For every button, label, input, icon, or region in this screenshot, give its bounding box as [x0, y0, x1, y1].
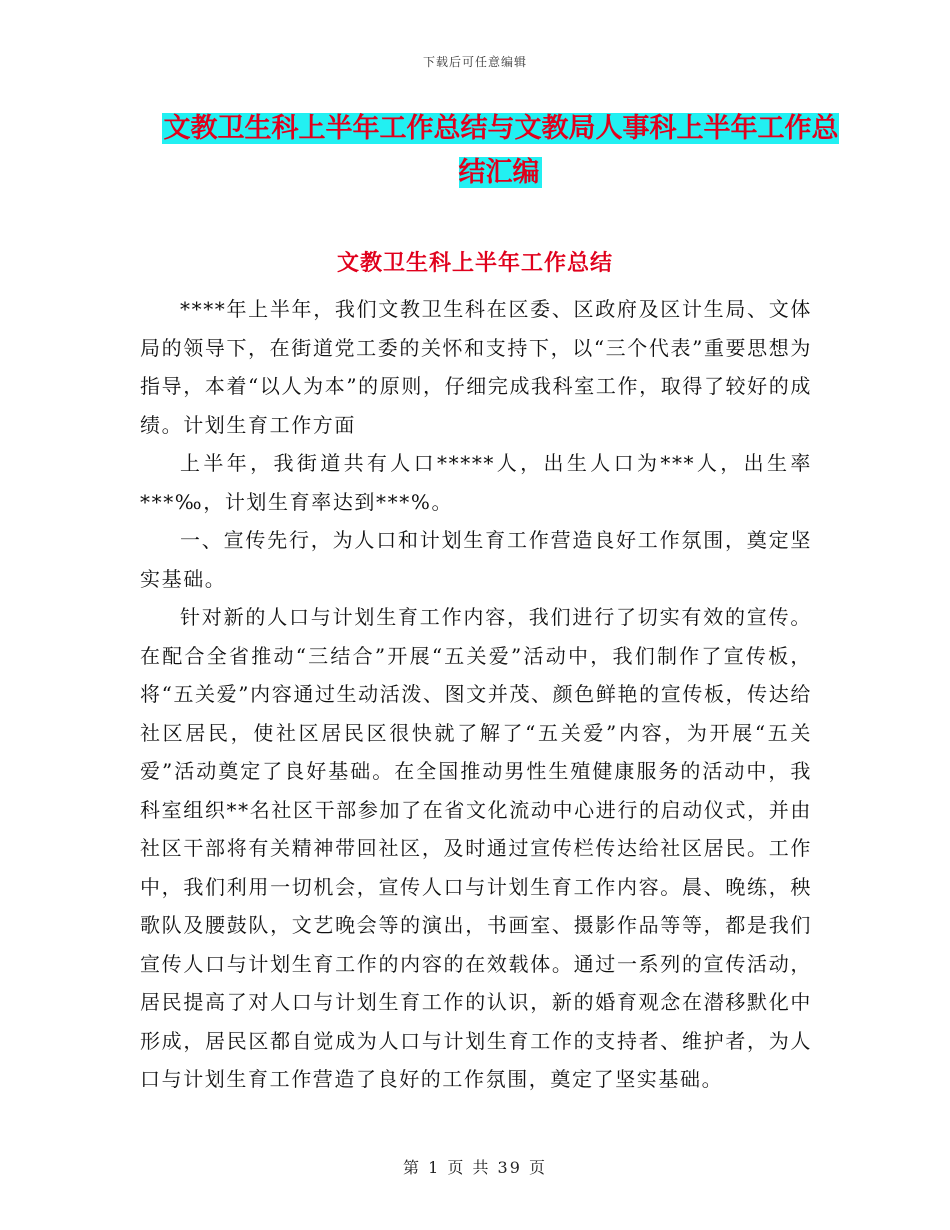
body-text	[140, 290, 812, 1099]
page-number-footer: 第 1 页 共 39 页	[403, 1158, 547, 1177]
section-title: 文教卫生科上半年工作总结	[336, 251, 613, 276]
paragraph: 上半年，我街道共有人口*****人，出生人口为***人，出生率***‰，计划生育率达到***%。	[140, 451, 812, 514]
paragraph: ****年上半年，我们文教卫生科在区委、区政府及区计生局、文体局的领导下，在街道党工委的关怀和支持下，以“三个代表”重要思想为指导，本着“以人为本”的原则，仔细完成我科室工作，取得了较好的成绩。计划生育工作方面	[140, 297, 812, 437]
paragraph: 针对新的人口与计划生育工作内容，我们进行了切实有效的宣传。在配合全省推动“三结合”开展“五关爱”活动中，我们制作了宣传板，将“五关爱”内容通过生动活泼、图文并茂、颜色鲜艳的宣传板，传达给社区居民，使社区居民区很快就了解了“五关爱”内容，为开展“五关爱”活动奠定了良好基础。在全国推动男性生殖健康服务的活动中，我科室组织**名社区干部参加了在省文化流动中心进行的启动仪式，并由社区干部将有关精神带回社区，及时通过宣传栏传达给社区居民。工作中，我们利用一切机会，宣传人口与计划生育工作内容。晨、晚练，秧歌队及腰鼓队，文艺晚会等的演出，书画室、摄影作品等等，都是我们宣传人口与计划生育工作的内容的在效载体。通过一系列的宣传活动，居民提高了对人口与计划生育工作的认识，新的婚育观念在潜移默化中形成，居民区都自觉成为人口与计划生育工作的支持者、维护者，为人口与计划生育工作营造了良好的工作氛围，奠定了坚实基础。	[140, 605, 812, 1091]
document-title-text: 文教卫生科上半年工作总结与文教局人事科上半年工作总结汇编	[163, 113, 839, 188]
header-note: 下载后可任意编辑	[422, 55, 527, 69]
paragraph: 一、宣传先行，为人口和计划生育工作营造良好工作氛围，奠定坚实基础。	[140, 528, 812, 591]
document-title	[150, 107, 850, 195]
